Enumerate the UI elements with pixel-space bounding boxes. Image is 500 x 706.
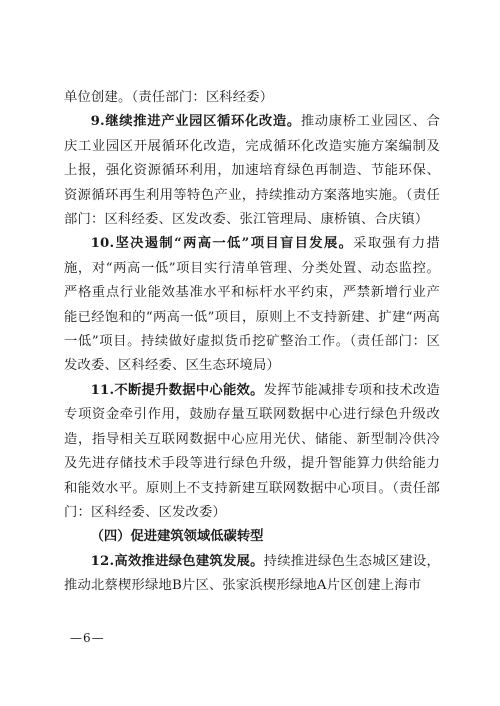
- item-body: 发挥节能减排专项和技术改造专项资金牵引作用，鼓励存量互联网数据中心进行绿色升级改造，指导相关互联网数据中心应用光伏、储能、新型制冷供冷及先进存储技术手段等进行绿色升级，提升智能算力供给能力和能效水平。原则上不支持新建互联网数据中心项目。（责任部门：区科经委、区发改委）: [64, 382, 440, 520]
- item-9-paragraph: [64, 110, 440, 232]
- item-11-paragraph: [64, 379, 440, 525]
- item-number: 10.: [90, 236, 115, 252]
- item-body: 采取强有力措施，对“两高一低”项目实行清单管理、分类处置、动态监控。严格重点行业能效基准水平和标杆水平约束，严禁新增行业产能已经饱和的“两高一低”项目，原则上不支持新建、扩建“两高一低”项目。持续做好虚拟货币挖矿整治工作。（责任部门：区发改委、区科经委、区生态环境局）: [64, 236, 440, 374]
- item-heading: 不断提升数据中心能效。: [114, 382, 264, 398]
- item-heading: 继续推进产业园区循环化改造。: [104, 114, 301, 130]
- item-body: 推动康桥工业园区、合庆工业园区开展循环化改造，完成循环化改造实施方案编制及上报，强化资源循环利用，加速培育绿色再制造、节能环保、资源循环再生利用等特色产业，持续推动方案落地实施。（责任部门：区科经委、区发改委、张江管理局、康桥镇、合庆镇）: [64, 114, 440, 228]
- item-12-paragraph: [64, 550, 440, 599]
- page-number: —6—: [70, 631, 105, 645]
- document-body: [64, 86, 440, 599]
- item-body: 持续推进绿色生态城区建设，推动北蔡楔形绿地B片区、张家浜楔形绿地A片区创建上海市: [64, 553, 440, 594]
- item-heading: 坚决遏制“两高一低”项目盲目发展。: [114, 236, 354, 252]
- item-number: 9.: [90, 114, 105, 130]
- intro-paragraph: 单位创建。（责任部门：区科经委）: [64, 90, 274, 105]
- section-heading: （四）促进建筑领域低碳转型: [90, 529, 264, 545]
- item-10-paragraph: [64, 232, 440, 378]
- item-number: 12.: [90, 553, 115, 569]
- item-heading: 高效推进绿色建筑发展。: [114, 553, 264, 569]
- item-number: 11.: [90, 382, 115, 398]
